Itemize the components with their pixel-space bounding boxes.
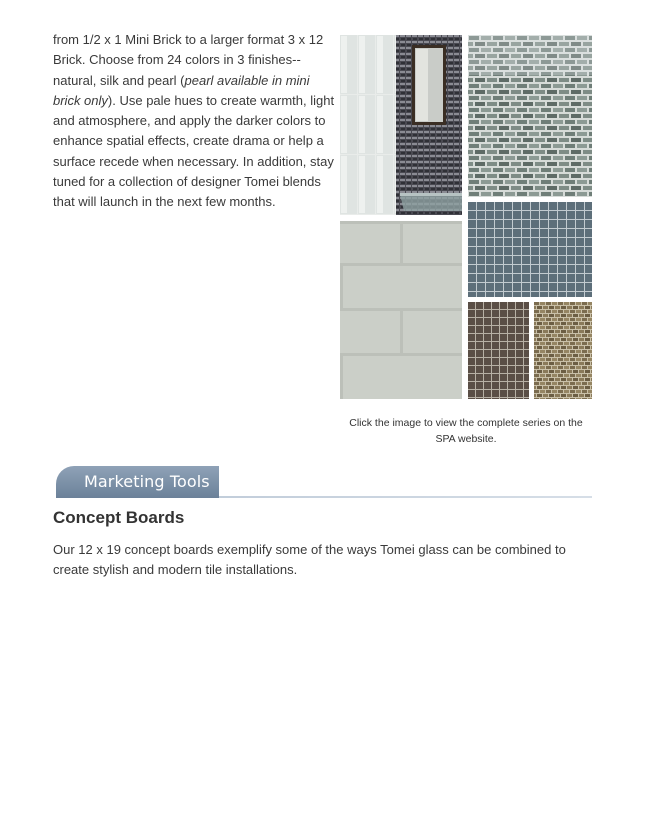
bathroom-photo [340, 35, 462, 215]
section-header-marketing-tools [56, 466, 592, 498]
iridescent-brick-tile [468, 35, 592, 197]
image-caption: Click the image to view the complete series on the SPA website. [349, 417, 583, 445]
intro-text-start: from 1/2 x 1 Mini Brick to a larger format 3 x 12 Brick. Choose from 24 colors in 3 finishes--natural, silk and pearl ( [53, 32, 324, 88]
intro-paragraph [53, 30, 338, 213]
square-mosaic-tile [468, 202, 592, 297]
bronze-mini-brick-tile [534, 302, 592, 399]
concept-boards-text: Our 12 x 19 concept boards exemplify some of the ways Tomei glass can be combined to create stylish and modern tile installations. [53, 542, 566, 578]
section-tab-label: Marketing Tools [56, 466, 219, 498]
dark-square-mosaic-tile [468, 302, 529, 399]
intro-italic-note: pearl available in mini brick only [53, 72, 310, 108]
tile-series-image[interactable] [340, 35, 592, 399]
concept-boards-heading: Concept Boards [53, 508, 185, 527]
large-brick-tile [340, 221, 462, 399]
intro-text-end: ). Use pale hues to create warmth, light and atmosphere, and apply the darker colors to enhance spatial effects, create drama or help a surface recede when necessary. In addition, stay tuned for a collection of designer Tomei blends that will launch in the next few months. [53, 92, 335, 210]
